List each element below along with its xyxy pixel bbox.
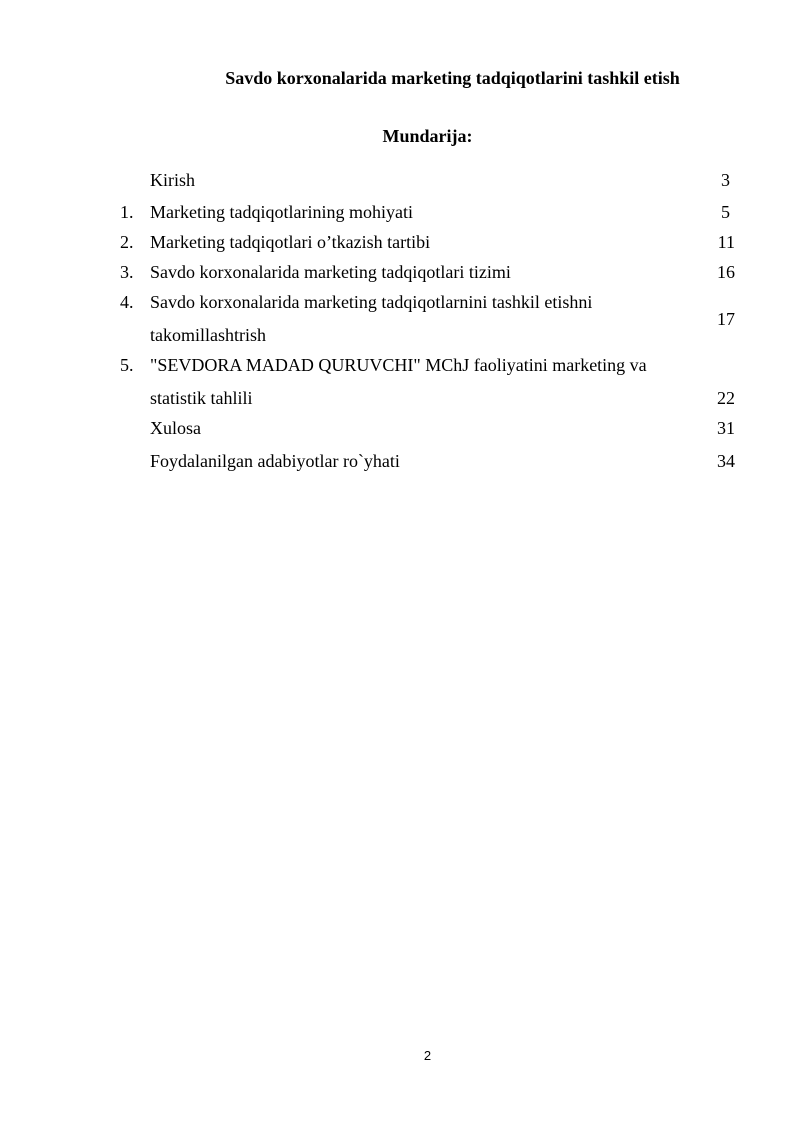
toc-entry-text: Savdo korxonalarida marketing tadqiqotlari tizimi bbox=[150, 262, 511, 282]
toc-entry-4[interactable] bbox=[0, 287, 800, 351]
toc-entry-number: 3. bbox=[120, 262, 134, 282]
toc-entry-number: 1. bbox=[120, 202, 134, 222]
toc-entry-page: 17 bbox=[717, 309, 735, 329]
toc-entry-5[interactable] bbox=[0, 350, 800, 414]
toc-heading: Mundarija: bbox=[382, 126, 473, 146]
toc-entry-text-line1: "SEVDORA MADAD QURUVCHI" MChJ faoliyatini marketing va bbox=[150, 355, 647, 375]
toc-entry-text-line2: statistik tahlili bbox=[150, 388, 253, 408]
toc-entry-page: 11 bbox=[717, 232, 735, 252]
toc-entry-page: 34 bbox=[717, 451, 735, 471]
toc-entry-page: 22 bbox=[717, 388, 735, 408]
toc-entry-page: 3 bbox=[721, 170, 730, 190]
toc-entry-text: Xulosa bbox=[150, 418, 201, 438]
toc-entry-text: Marketing tadqiqotlari o’tkazish tartibi bbox=[150, 232, 431, 252]
toc-entry-text-line2: takomillashtrish bbox=[150, 325, 266, 345]
toc-entry-number: 4. bbox=[120, 292, 134, 312]
toc-entry-number: 2. bbox=[120, 232, 134, 252]
toc-entry-page: 16 bbox=[717, 262, 735, 282]
document-title: Savdo korxonalarida marketing tadqiqotlarini tashkil etish bbox=[225, 68, 680, 88]
toc-entry-number: 5. bbox=[120, 355, 134, 375]
toc-entry-page: 31 bbox=[717, 418, 735, 438]
toc-entry-text-line1: Savdo korxonalarida marketing tadqiqotlarnini tashkil etishni bbox=[150, 292, 593, 312]
toc-entry-text: Kirish bbox=[150, 170, 195, 190]
page-number: 2 bbox=[423, 1048, 432, 1063]
toc-entry-text: Marketing tadqiqotlarining mohiyati bbox=[150, 202, 413, 222]
toc-entry-text: Foydalanilgan adabiyotlar ro`yhati bbox=[150, 451, 400, 471]
toc-entry-page: 5 bbox=[721, 202, 730, 222]
